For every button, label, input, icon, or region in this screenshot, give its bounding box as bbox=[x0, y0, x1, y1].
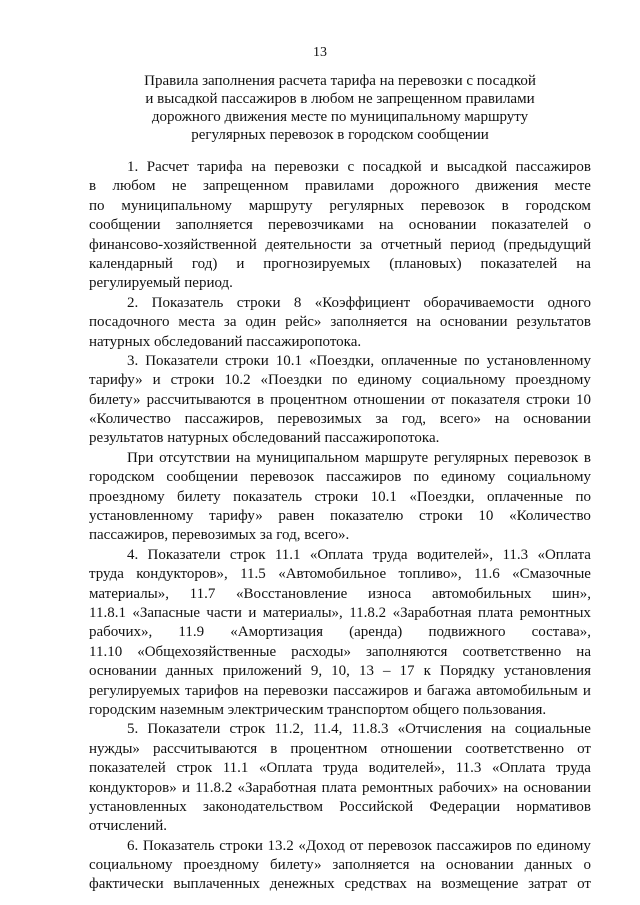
body-line: труда кондукторов», 11.5 «Автомобильное топливо», 11.6 «Смазочные bbox=[89, 566, 591, 583]
body-line: проездному билету показатель строки 10.1 «Поездки, оплаченные по bbox=[89, 488, 591, 505]
body-line: 11.10 «Общехозяйственные расходы» заполняются соответственно на bbox=[89, 643, 591, 660]
body-line: 6. Показатель строки 13.2 «Доход от перевозок пассажиров по единому bbox=[127, 837, 591, 854]
body-line: «Количество пассажиров, перевозимых за год, всего» на основании bbox=[89, 411, 591, 428]
body-line: установленных законодательством Российской Федерации нормативов bbox=[89, 798, 591, 815]
body-line: 4. Показатели строк 11.1 «Оплата труда водителей», 11.3 «Оплата bbox=[127, 546, 591, 563]
body-line: 2. Показатель строки 8 «Коэффициент оборачиваемости одного bbox=[127, 294, 591, 311]
body-line: 5. Показатели строк 11.2, 11.4, 11.8.3 «Отчисления на социальные bbox=[127, 721, 591, 738]
body-line: натурных обследований пассажиропотока. bbox=[89, 333, 362, 350]
title-line: Правила заполнения расчета тарифа на перевозки с посадкой bbox=[144, 73, 536, 89]
body-line: основании данных приложений 9, 10, 13 – 17 к Порядку установления bbox=[89, 663, 591, 680]
page-number: 13 bbox=[313, 45, 327, 60]
body-line: рабочих», 11.9 «Амортизация (аренда) подвижного состава», bbox=[89, 624, 591, 641]
body-line: 1. Расчет тарифа на перевозки с посадкой и высадкой пассажиров bbox=[127, 159, 591, 175]
body-line: городском сообщении перевозок пассажиров по единому социальному bbox=[89, 469, 591, 486]
body-line: материалы», 11.7 «Восстановление износа автомобильных шин», bbox=[89, 585, 591, 602]
body-line: пассажиров, перевозимых за год, всего». bbox=[89, 527, 350, 544]
body-line: регулируемый период. bbox=[89, 275, 233, 292]
body-line: социальному проездному билету» заполняется на основании данных о bbox=[89, 857, 591, 874]
body-line: 3. Показатели строки 10.1 «Поездки, оплаченные по установленному bbox=[127, 352, 591, 369]
title-line: дорожного движения месте по муниципальному маршруту bbox=[151, 109, 529, 125]
body-line: регулируемых тарифов на перевозки пассажиров и багажа автомобильным и bbox=[89, 682, 591, 699]
body-line: показателей строк 11.1 «Оплата труда водителей», 11.3 «Оплата труда bbox=[89, 760, 591, 777]
body-line: календарный год) и прогнозируемых (плановых) показателей на bbox=[89, 255, 591, 272]
document-body bbox=[89, 158, 591, 895]
body-line: билету» рассчитываются в процентном отношении от показателя строки 10 bbox=[89, 391, 591, 408]
body-line: городским наземным электрическим транспортом общего пользования. bbox=[89, 701, 547, 718]
body-line: в любом не запрещенном правилами дорожного движения месте bbox=[89, 178, 591, 195]
body-line: установленному тарифу» равен показателю строки 10 «Количество bbox=[89, 508, 591, 525]
body-line: отчислений. bbox=[89, 818, 168, 835]
body-line: результатов натурных обследований пассажиропотока. bbox=[89, 430, 440, 447]
body-line: 11.8.1 «Запасные части и материалы», 11.8.2 «Заработная плата ремонтных bbox=[89, 604, 591, 621]
body-line: кондукторов» и 11.8.2 «Заработная плата ремонтных рабочих» на основании bbox=[89, 779, 591, 796]
body-line: финансово-хозяйственной деятельности за отчетный период (предыдущий bbox=[89, 236, 591, 253]
title-line: и высадкой пассажиров в любом не запрещенном правилами bbox=[145, 91, 535, 107]
body-line: фактически выплаченных денежных средствах на возмещение затрат от bbox=[89, 876, 591, 893]
body-line: При отсутствии на муниципальном маршруте регулярных перевозок в bbox=[127, 449, 591, 466]
document-title bbox=[100, 72, 580, 144]
body-line: посадочного места за один рейс» заполняется на основании результатов bbox=[89, 314, 591, 331]
body-line: тарифу» и строки 10.2 «Поездки по единому социальному проездному bbox=[89, 372, 591, 389]
body-line: по муниципальному маршруту регулярных перевозок в городском bbox=[89, 197, 591, 214]
body-line: нужды» рассчитываются в процентном отношении соответственно от bbox=[89, 740, 591, 757]
body-line: сообщении заполняется перевозчиками на основании показателей о bbox=[89, 217, 591, 234]
title-line: регулярных перевозок в городском сообщении bbox=[191, 127, 489, 143]
